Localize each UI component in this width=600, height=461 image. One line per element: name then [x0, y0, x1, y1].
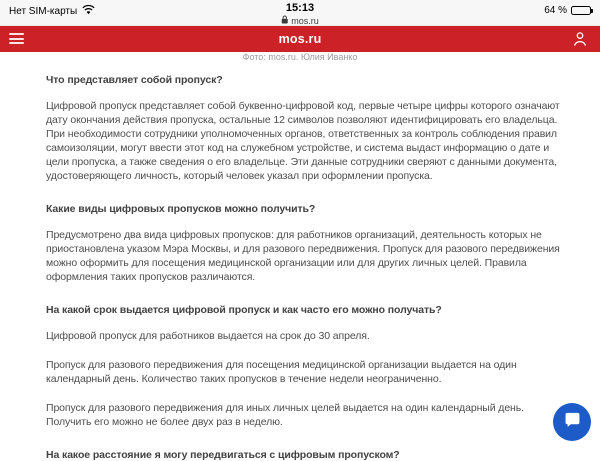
status-right [544, 5, 591, 16]
faq-section [46, 449, 572, 461]
faq-question: На какое расстояние я могу передвигаться с цифровым пропуском? [46, 449, 400, 461]
faq-answer-paragraph: Пропуск для разового передвижения для иных личных целей выдается на один календарный день. Получить его можно не более двух раз в неделю. [46, 402, 524, 428]
battery-icon [571, 6, 591, 15]
menu-button[interactable] [9, 32, 24, 45]
faq-answer-paragraph: Пропуск для разового передвижения для посещения медицинской организации выдается на один календарный день. Количество таких пропусков в течение недели неограниченно. [46, 359, 517, 385]
faq-answer-paragraph: Цифровой пропуск представляет собой буквенно-цифровой код, первые четыре цифры которого означают дату окончания действия пропуска, остальные 12 символов позволяют идентифицировать его владельца. При необходимости сотрудники уполномоченных органов, ответственных за контроль соблюдения правил самоизоляции, могут ввести этот код на служебном устройстве, и система выдаст информацию о дате и цели пропуска, а также сведения о его владельце. Эти данные сотрудники сверяют с данными документа, удостоверяющего личность, который человек указал при оформлении пропуска. [46, 100, 560, 182]
site-header [0, 26, 600, 52]
status-bar [0, 0, 600, 26]
url-label: mos.ru [291, 15, 319, 26]
clock: 15:13 [285, 2, 315, 14]
person-icon [573, 34, 587, 51]
address-bar[interactable] [281, 15, 319, 26]
faq-section [46, 203, 572, 284]
faq-answer-paragraph: Цифровой пропуск для работников выдается на срок до 30 апреля. [46, 330, 370, 342]
chat-button[interactable] [553, 403, 591, 441]
profile-button[interactable] [573, 31, 587, 52]
lock-icon [281, 15, 288, 26]
faq-question: Какие виды цифровых пропусков можно получить? [46, 203, 316, 215]
faq-question: На какой срок выдается цифровой пропуск и как часто его можно получать? [46, 304, 442, 316]
faq-question: Что представляет собой пропуск? [46, 74, 223, 86]
carrier-label: Нет SIM-карты [9, 6, 78, 17]
chat-bubble-icon [563, 410, 582, 434]
faq-section [46, 304, 572, 429]
status-left [9, 5, 95, 18]
faq-section [46, 74, 572, 183]
faq-answer-paragraph: Предусмотрено два вида цифровых пропусков: для работников организаций, деятельность которых не приостановлена указом Мэра Москвы, и для разового передвижения. Пропуск для разового передвижения можно оформить для посещения медицинской организации или для других личных целей. Правила оформления таких пропусков различаются. [46, 229, 560, 283]
site-title[interactable]: mos.ru [278, 32, 322, 46]
status-center [281, 2, 319, 26]
article-body [0, 74, 600, 461]
photo-credit: Фото: mos.ru. Юлия Иванко [242, 52, 358, 61]
wifi-icon [82, 5, 95, 18]
battery-percent: 64 % [544, 5, 567, 16]
